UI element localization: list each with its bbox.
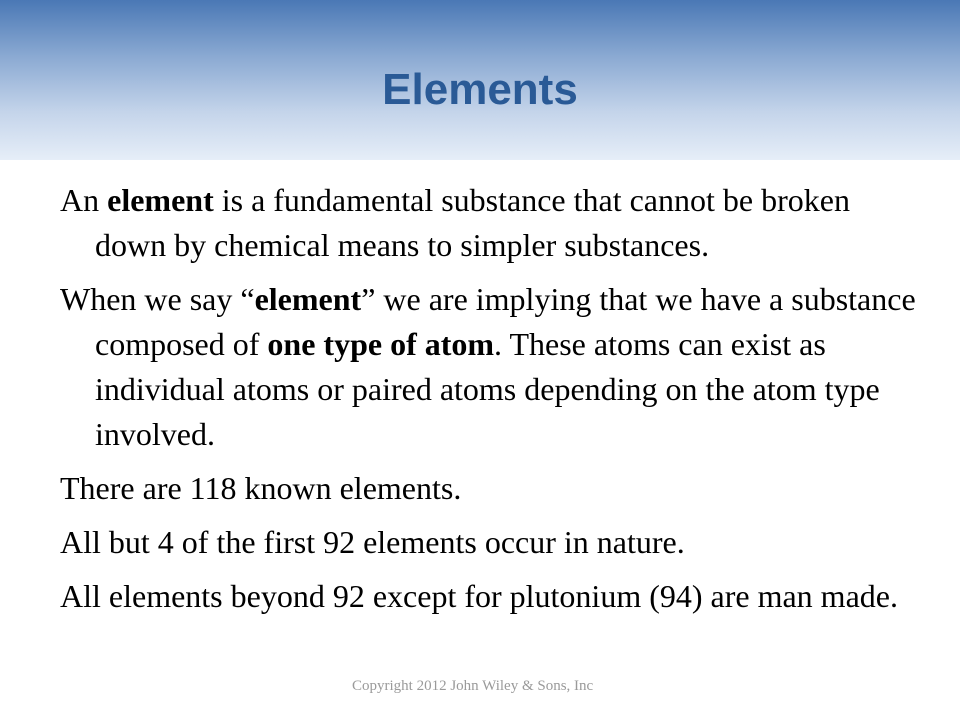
bold-term: element — [254, 281, 362, 317]
bold-term: element — [107, 182, 214, 218]
text-run: When we say “ — [60, 281, 255, 317]
copyright-notice: Copyright 2012 John Wiley & Sons, Inc — [352, 678, 594, 694]
text-run: . These atoms can exist as individual atoms or paired atoms depending on the atom type involved. — [95, 326, 880, 452]
paragraph-known-elements: There are 118 known elements. — [60, 470, 462, 506]
bold-term: one type of atom — [267, 326, 495, 362]
text-run: ” we are implying that we have a substance composed of — [95, 281, 916, 362]
paragraph-natural-elements: All but 4 of the first 92 elements occur in nature. — [60, 524, 685, 560]
paragraph-element-meaning — [60, 277, 920, 457]
text-run: is a fundamental substance that cannot be broken down by chemical means to simpler substances. — [95, 182, 850, 263]
slide-title: Elements — [382, 65, 578, 114]
paragraph-man-made-elements: All elements beyond 92 except for plutonium (94) are man made. — [60, 578, 898, 614]
slide-body — [60, 178, 920, 628]
text-run: An — [60, 182, 108, 218]
paragraph-element-definition — [60, 178, 920, 268]
